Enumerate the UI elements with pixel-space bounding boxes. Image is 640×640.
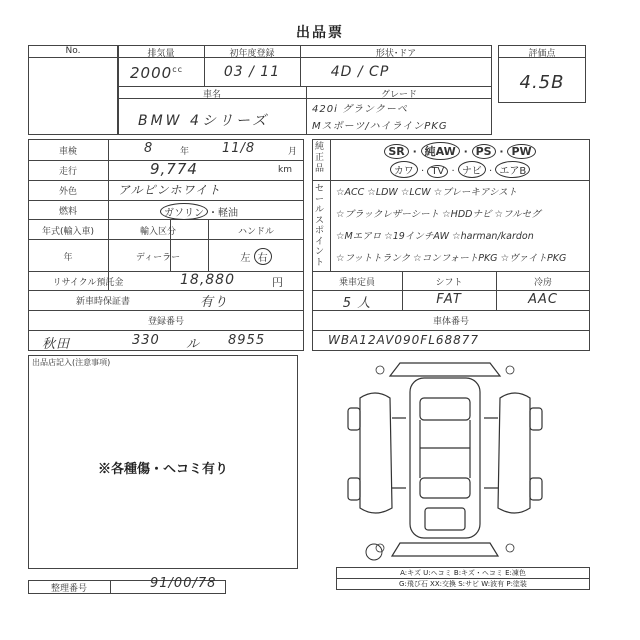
ac-value: AAC — [528, 292, 558, 307]
fuel-label: 燃料 — [58, 207, 77, 217]
spare-tire-icon — [364, 542, 384, 562]
notes-label: 出品店記入(注意事項) — [32, 358, 111, 367]
grade-line1: 420i グランクーペ — [312, 104, 408, 115]
car-damage-diagram — [340, 358, 550, 563]
plate-area: 秋田 — [42, 337, 71, 352]
capacity-label: 乗車定員 — [338, 278, 375, 288]
mileage-label: 走行 — [58, 167, 77, 177]
shape-label: 形状･ドア — [375, 49, 417, 59]
grade-label: グレード — [380, 90, 417, 100]
dealer-value: ディーラー — [135, 253, 181, 263]
fuel-options: ガソリン ・軽油 — [160, 203, 238, 220]
handle-label: ハンドル — [237, 227, 274, 237]
import-class-label: 輸入区分 — [139, 227, 176, 237]
equipment-label: 純正品 — [315, 142, 325, 174]
sales-point-2: ☆ブラックレザーシート ☆HDDナビ ☆フルセグ — [336, 209, 541, 220]
ac-label: 冷房 — [533, 278, 552, 288]
displacement-value: $2000^{cc}$ — [130, 64, 183, 82]
inspection-year: 8 — [144, 141, 154, 156]
equipment-row2: カワ · TV · ナビ · エアB — [330, 161, 590, 178]
equipment-row1: SR · 純AW · PS · PW — [330, 142, 590, 160]
recycle-label: リサイクル預託金 — [52, 278, 124, 288]
displacement-label: 排気量 — [147, 49, 175, 59]
car-name-value: BMW 4シリーズ — [138, 113, 270, 129]
sales-point-4: ☆フットトランク ☆コンフォートPKG ☆ヴァイトPKG — [336, 253, 567, 264]
mileage-value: 9,774 — [150, 160, 198, 178]
management-label: 整理番号 — [50, 584, 87, 594]
vin-value: WBA12AV090FL68877 — [328, 333, 480, 347]
color-label: 外色 — [58, 187, 77, 197]
shift-value: FAT — [436, 292, 462, 307]
first-reg-label: 初年度登録 — [229, 49, 275, 59]
inspection-month: 11/8 — [222, 141, 256, 156]
import-label: 年式(輸入車) — [41, 227, 95, 237]
shift-label: シフト — [435, 278, 463, 288]
legend-line1: A:キズ U:ヘコミ B:キズ・ヘコミ E:凍色 — [400, 569, 526, 577]
color-value: アルピンホワイト — [118, 183, 222, 197]
no-box — [28, 45, 118, 135]
sales-point-1: ☆ACC ☆LDW ☆LCW ☆ブレーキアシスト — [336, 187, 518, 198]
notes-text: ※各種傷・ヘコミ有り — [97, 462, 228, 477]
plate-class: 330 — [132, 333, 160, 348]
sales-points-label: セールスポイント — [315, 184, 325, 268]
no-label: No. — [65, 46, 81, 56]
plate-kana: ル — [186, 337, 201, 352]
plate-label: 登録番号 — [147, 317, 184, 327]
sales-point-3: ☆Mエアロ ☆19インチAW ☆harman/kardon — [336, 231, 534, 242]
manual-value: 有り — [200, 295, 229, 310]
capacity-value: 5 人 — [342, 296, 372, 311]
manual-label: 新車時保証書 — [75, 297, 130, 307]
vin-label: 車体番号 — [432, 317, 469, 327]
plate-number: 8955 — [228, 333, 266, 348]
handle-value: 左 右 — [208, 248, 304, 265]
grade-line2: Mスポーツ/ハイラインPKG — [312, 121, 448, 132]
year-label: 年 — [63, 253, 73, 263]
car-name-label: 車名 — [202, 90, 221, 100]
page-title: 出品票 — [296, 25, 344, 41]
inspection-label: 車検 — [58, 147, 77, 157]
score-label: 評価点 — [528, 49, 556, 59]
legend-line2: G:飛び石 XX:交換 S:サビ W:波有 P:塗装 — [399, 580, 527, 588]
score-value: 4.5B — [519, 72, 565, 93]
shape-value: 4D / CP — [330, 64, 390, 80]
recycle-value: 18,880 — [180, 272, 235, 288]
management-value: 91/00/78 — [150, 576, 217, 591]
first-reg-value: 03 / 11 — [223, 64, 281, 80]
